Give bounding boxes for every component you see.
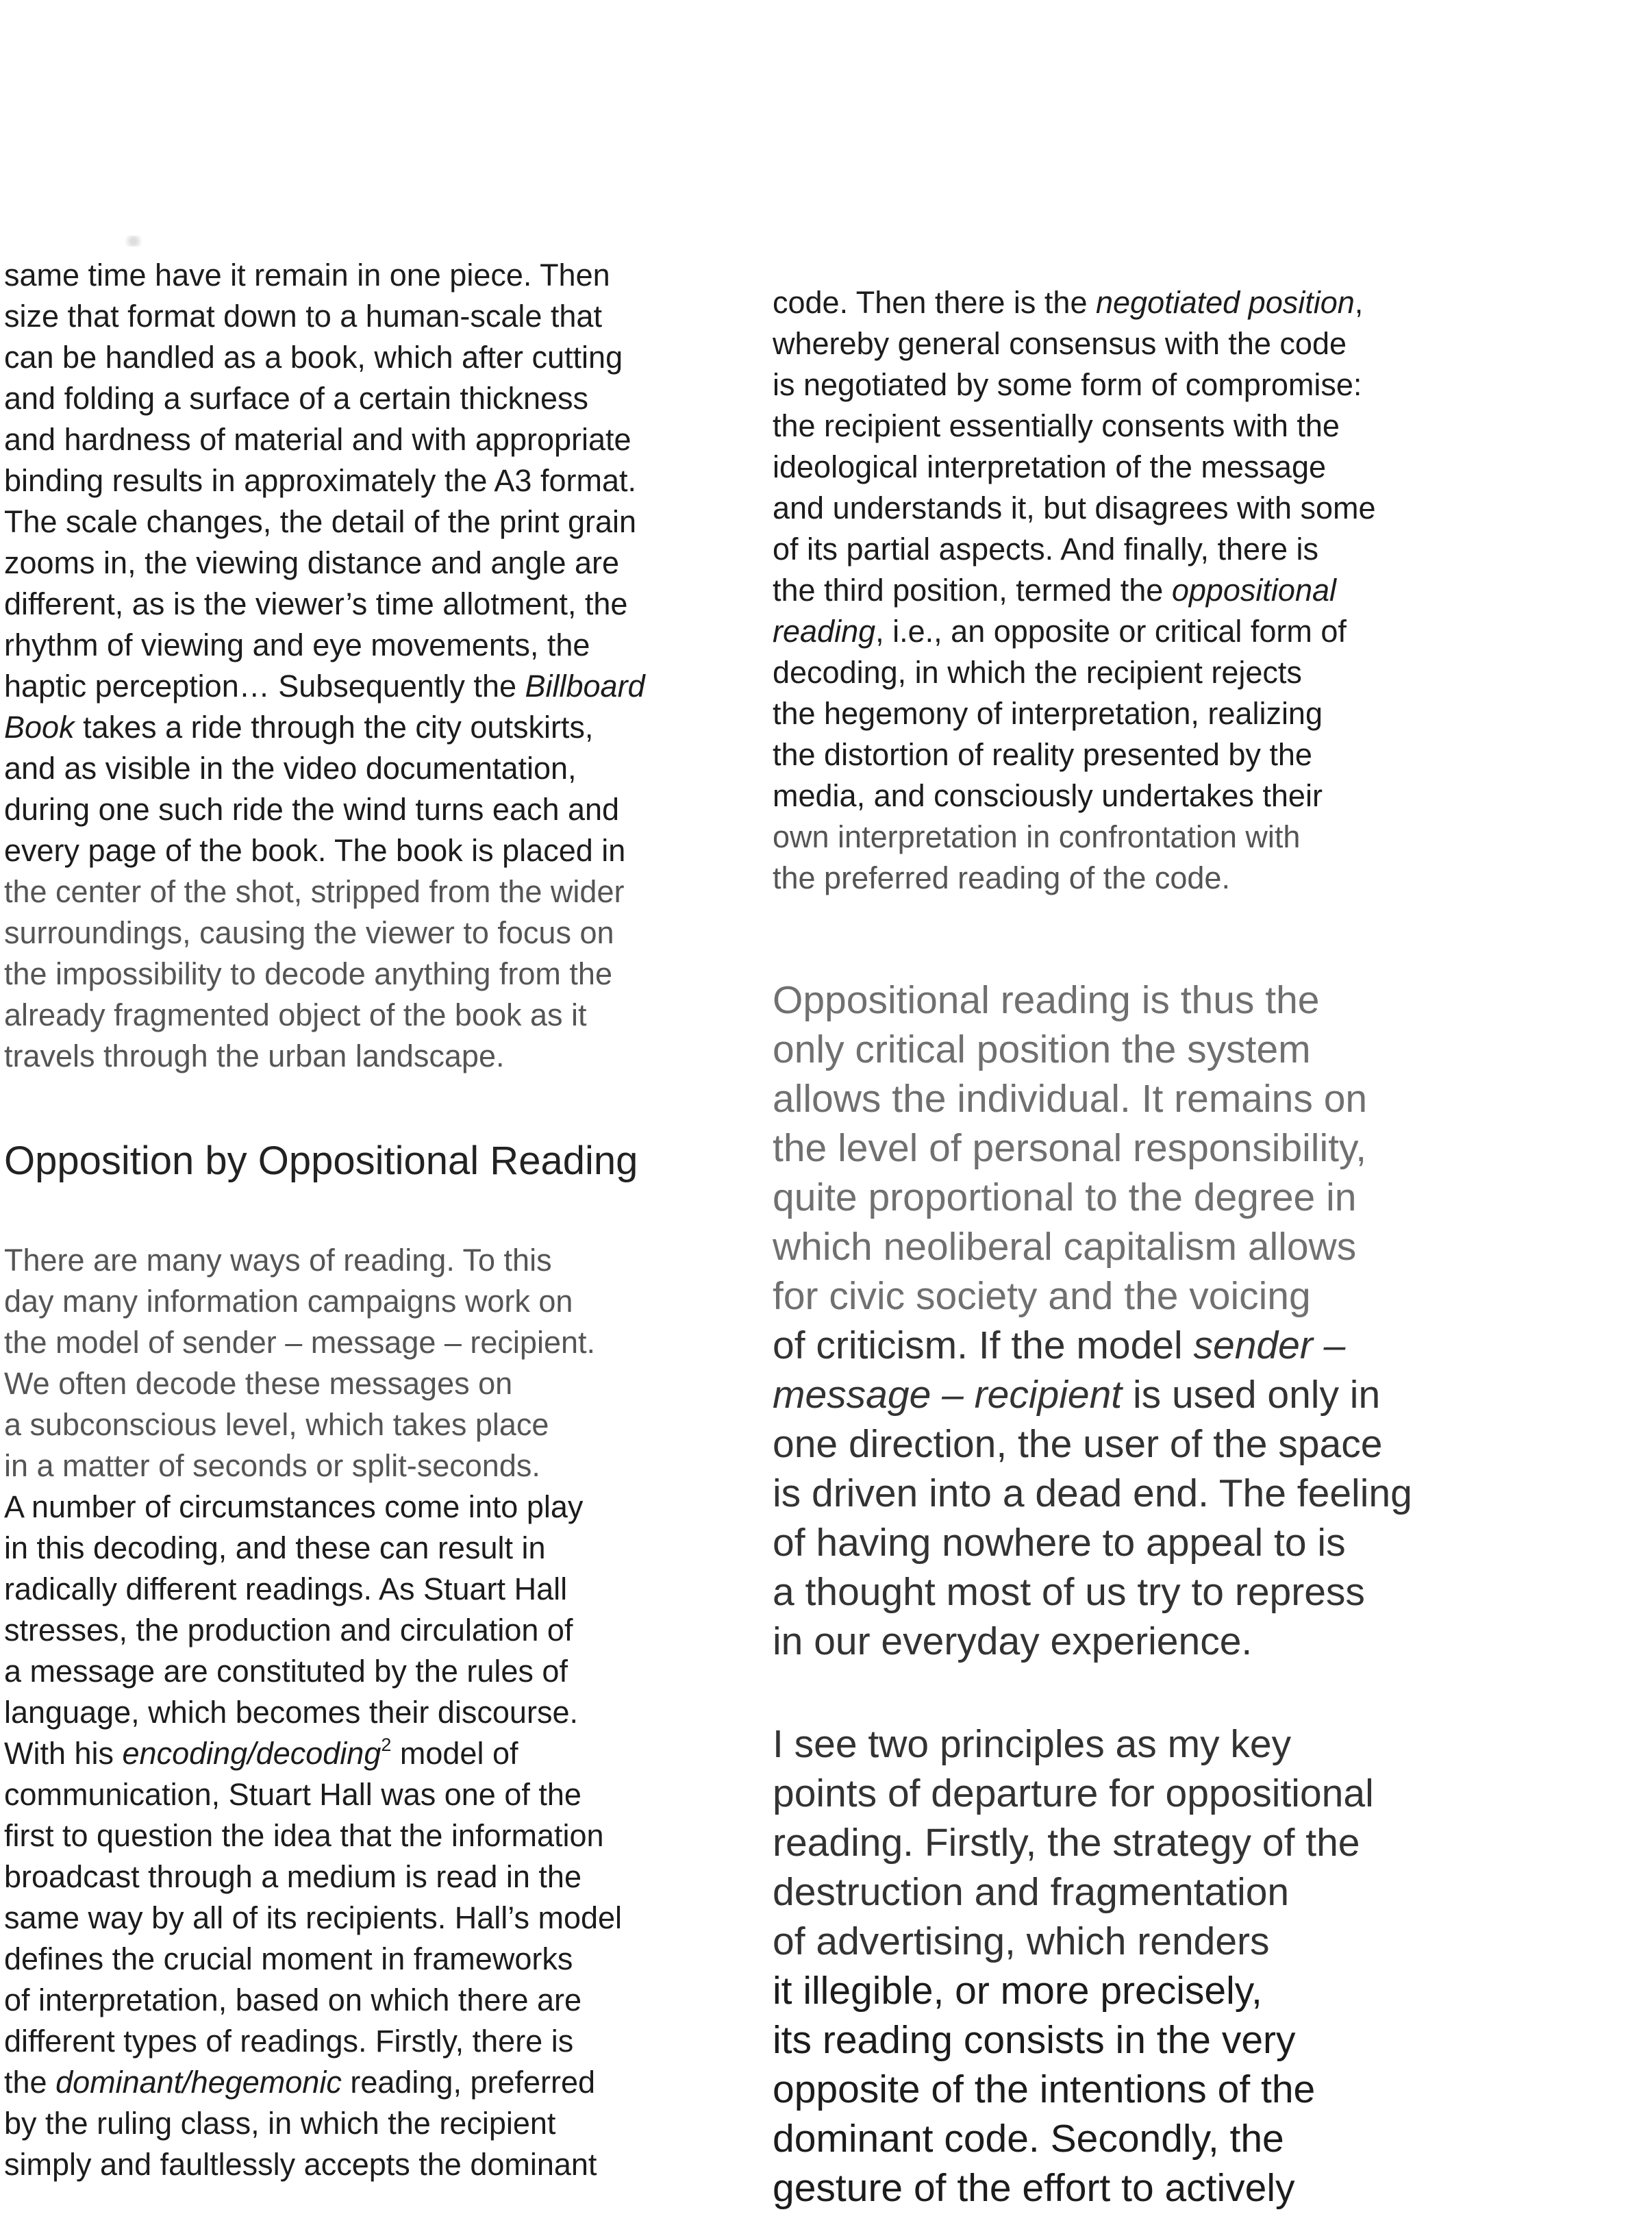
text-line-dominant — [4, 2062, 595, 2103]
quote-line: reading. Firstly, the strategy of the — [773, 1821, 1360, 1865]
quote-line: which neoliberal capitalism allows — [773, 1225, 1357, 1269]
text-line: in this decoding, and these can result in — [4, 1530, 546, 1565]
text-line: of interpretation, based on which there are — [4, 1982, 582, 2017]
quote-line: a thought most of us try to repress — [773, 1570, 1365, 1614]
text-span: , i.e., an opposite or critical form of — [875, 614, 1347, 649]
text-line: different types of readings. Firstly, there is — [4, 2024, 574, 2059]
text-line: rhythm of viewing and eye movements, the — [4, 627, 590, 662]
quote-line: opposite of the intentions of the — [773, 2067, 1316, 2111]
quote-line: dominant code. Secondly, the — [773, 2117, 1284, 2161]
quote-line: in our everyday experience. — [773, 1619, 1253, 1663]
quote-line: of having nowhere to appeal to is — [773, 1521, 1346, 1565]
text-line-reading — [773, 611, 1347, 652]
text-span: haptic perception… Subsequently the — [4, 669, 525, 704]
footnote-mark: 2 — [381, 1735, 392, 1756]
text-line: in a matter of seconds or split-seconds. — [4, 1448, 540, 1483]
text-line: by the ruling class, in which the recipient — [4, 2106, 556, 2141]
text-span: the — [4, 2065, 56, 2100]
italic-term: Billboard — [525, 669, 645, 704]
quote-line: of advertising, which renders — [773, 1919, 1270, 1963]
text-line: different, as is the viewer’s time allotment, the — [4, 586, 628, 621]
text-line: and folding a surface of a certain thickness — [4, 381, 589, 416]
text-line: first to question the idea that the information — [4, 1818, 604, 1853]
text-line: ideological interpretation of the message — [773, 449, 1327, 484]
text-line: the distortion of reality presented by the — [773, 737, 1312, 772]
italic-term: encoding/decoding — [122, 1736, 381, 1771]
text-line: There are many ways of reading. To this — [4, 1243, 552, 1278]
text-span: model of — [391, 1736, 518, 1771]
quote-line-recipient — [773, 1370, 1380, 1419]
quote-line: quite proportional to the degree in — [773, 1176, 1357, 1219]
italic-term: Book — [4, 710, 75, 745]
text-line: We often decode these messages on — [4, 1366, 513, 1401]
scan-speck — [122, 236, 145, 247]
text-span: is used only in — [1122, 1373, 1381, 1417]
text-line: binding results in approximately the A3 format. — [4, 463, 636, 498]
text-line: and as visible in the video documentation, — [4, 751, 577, 786]
quote-line: Oppositional reading is thus the — [773, 978, 1320, 1022]
text-line-encoding — [4, 1733, 518, 1774]
text-line: day many information campaigns work on — [4, 1284, 573, 1319]
italic-term: dominant/hegemonic — [55, 2065, 342, 2100]
text-line: the model of sender – message – recipient. — [4, 1325, 595, 1360]
quote-line: points of departure for oppositional — [773, 1772, 1374, 1815]
text-line: the hegemony of interpretation, realizing — [773, 696, 1323, 731]
quote-line: its reading consists in the very — [773, 2018, 1296, 2062]
text-line: during one such ride the wind turns each and — [4, 792, 620, 827]
text-line: and hardness of material and with appropriate — [4, 422, 631, 457]
text-line: The scale changes, the detail of the print grain — [4, 504, 637, 539]
quote-line: gesture of the effort to actively — [773, 2166, 1295, 2210]
quote-line: it illegible, or more precisely, — [773, 1969, 1262, 2013]
quote-line: allows the individual. It remains on — [773, 1077, 1368, 1121]
section-heading: Opposition by Oppositional Reading — [4, 1139, 638, 1183]
italic-term: negotiated position — [1095, 285, 1355, 320]
quote-line: destruction and fragmentation — [773, 1870, 1290, 1914]
text-line: already fragmented object of the book as it — [4, 997, 587, 1032]
text-line-billboard — [4, 666, 645, 707]
text-span: code. Then there is the — [773, 285, 1096, 320]
text-span: of criticism. If the model — [773, 1323, 1194, 1367]
text-line: communication, Stuart Hall was one of the — [4, 1777, 581, 1812]
text-line: and understands it, but disagrees with some — [773, 490, 1376, 525]
text-line: can be handled as a book, which after cutting — [4, 340, 623, 375]
quote-line: the level of personal responsibility, — [773, 1126, 1367, 1170]
text-line: the impossibility to decode anything from the — [4, 956, 612, 991]
text-line: a subconscious level, which takes place — [4, 1407, 549, 1442]
italic-term: message – recipient — [773, 1373, 1123, 1417]
text-line: the preferred reading of the code. — [773, 860, 1230, 895]
text-line: defines the crucial moment in frameworks — [4, 1941, 573, 1976]
text-line: language, which becomes their discourse. — [4, 1695, 578, 1730]
text-line: the recipient essentially consents with the — [773, 408, 1340, 443]
text-line: size that format down to a human-scale that — [4, 299, 602, 334]
text-line: whereby general consensus with the code — [773, 326, 1347, 361]
quote-line: is driven into a dead end. The feeling — [773, 1471, 1412, 1515]
text-line: broadcast through a medium is read in the — [4, 1859, 581, 1894]
text-span: takes a ride through the city outskirts, — [74, 710, 594, 745]
quote-line: only critical position the system — [773, 1028, 1311, 1071]
text-line: simply and faultlessly accepts the dominant — [4, 2147, 597, 2182]
text-line-oppositional — [773, 570, 1336, 611]
text-line: zooms in, the viewing distance and angle are — [4, 545, 620, 580]
text-line: stresses, the production and circulation of — [4, 1613, 573, 1648]
text-line-negotiated — [773, 282, 1363, 323]
italic-term: oppositional — [1171, 573, 1337, 608]
text-line: travels through the urban landscape. — [4, 1039, 505, 1073]
text-line: own interpretation in confrontation with — [773, 819, 1301, 854]
text-line: same way by all of its recipients. Hall’s model — [4, 1900, 623, 1935]
quote-line-sender — [773, 1321, 1345, 1370]
text-line: radically different readings. As Stuart Hall — [4, 1571, 568, 1606]
text-line: decoding, in which the recipient rejects — [773, 655, 1302, 690]
text-line: of its partial aspects. And finally, there is — [773, 532, 1319, 567]
text-line: is negotiated by some form of compromise: — [773, 367, 1362, 402]
text-span: reading, preferred — [341, 2065, 596, 2100]
quote-line: I see two principles as my key — [773, 1722, 1292, 1766]
text-line: surroundings, causing the viewer to focus on — [4, 915, 614, 950]
text-span: With his — [4, 1736, 123, 1771]
text-line: media, and consciously undertakes their — [773, 778, 1323, 813]
text-line: same time have it remain in one piece. Then — [4, 258, 610, 293]
text-span: the third position, termed the — [773, 573, 1172, 608]
text-line — [4, 707, 593, 748]
text-line: a message are constituted by the rules of — [4, 1654, 568, 1689]
quote-line: one direction, the user of the space — [773, 1422, 1383, 1466]
italic-term: sender – — [1193, 1323, 1346, 1367]
quote-line: for civic society and the voicing — [773, 1274, 1311, 1318]
text-line: every page of the book. The book is placed in — [4, 833, 626, 868]
text-line: the center of the shot, stripped from the wider — [4, 874, 625, 909]
italic-term: reading — [773, 614, 876, 649]
text-span: , — [1354, 285, 1364, 320]
text-line: A number of circumstances come into play — [4, 1489, 584, 1524]
